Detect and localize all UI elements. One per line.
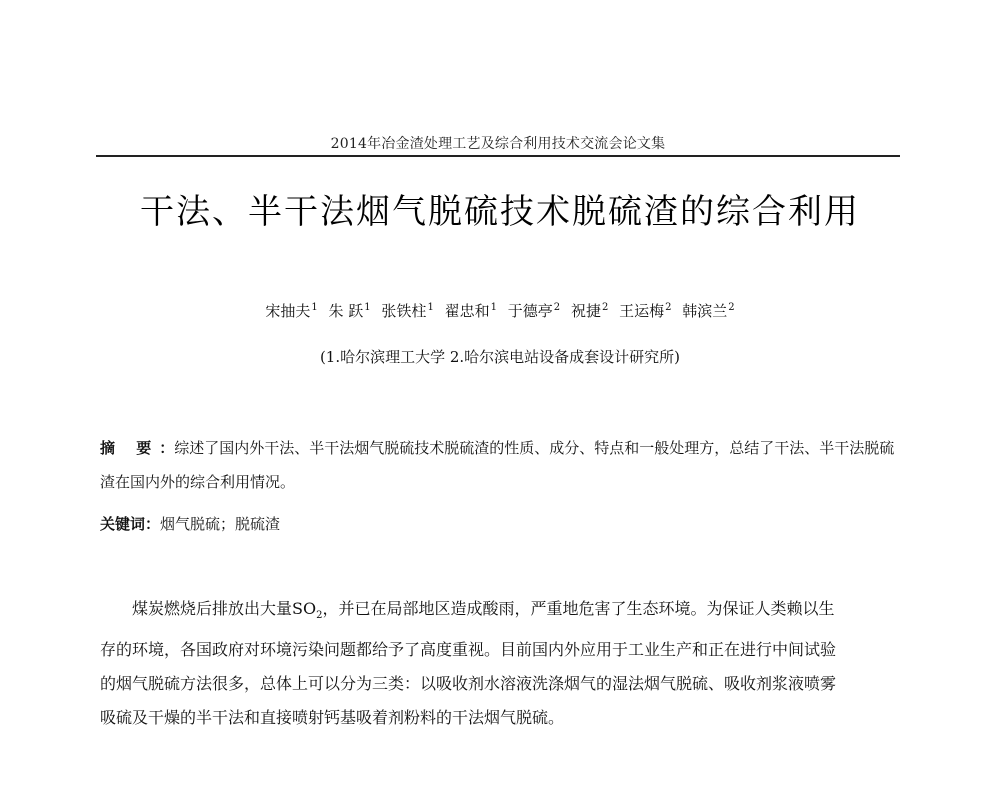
author-name: 王运梅 <box>619 302 665 320</box>
author-affiliation-mark: 1 <box>427 302 434 313</box>
keywords-text: 烟气脱硫；脱硫渣 <box>160 515 281 533</box>
paper-title: 干法、半干法烟气脱硫技术脱硫渣的综合利用 <box>140 192 860 232</box>
author <box>571 302 608 320</box>
abstract <box>100 431 900 499</box>
author-name: 韩滨兰 <box>682 302 728 320</box>
keywords-label: 关键词： <box>100 515 161 533</box>
abstract-label: 摘 要 <box>100 439 160 457</box>
author-name: 祝捷 <box>570 302 601 320</box>
author-name: 张铁柱 <box>381 302 427 320</box>
author-affiliation-mark: 2 <box>665 302 672 313</box>
author <box>682 302 734 320</box>
keywords <box>100 513 900 534</box>
author-affiliation-mark: 1 <box>364 302 371 313</box>
affiliations: (1.哈尔滨理工大学 2.哈尔滨电站设备成套设计研究所) <box>319 348 681 366</box>
author <box>328 302 370 320</box>
author-name: 翟忠和 <box>444 302 490 320</box>
abstract-text: 综述了国内外干法、半干法烟气脱硫技术脱硫渣的性质、成分、特点和一般处理方，总结了干法、半干法脱硫渣在国内外的综合利用情况。 <box>100 439 895 491</box>
abstract-label-colon: ： <box>159 439 175 457</box>
body-text: 煤炭燃烧后排放出大量SO <box>132 599 317 618</box>
author <box>508 302 560 320</box>
author-affiliation-mark: 2 <box>728 302 735 313</box>
subscript: 2 <box>316 610 323 622</box>
author-name: 宋抽夫 <box>265 302 311 320</box>
author <box>265 302 317 320</box>
body-text: ，并已在局部地区造成酸雨，严重地危害了生态环境。为保证人类赖以生 <box>322 599 835 618</box>
author-list <box>120 300 880 321</box>
body-line: 的烟气脱硫方法很多，总体上可以分为三类：以吸收剂水溶液洗涤烟气的湿法烟气脱硫、吸收剂浆液喷雾 <box>100 674 837 694</box>
running-header <box>96 133 900 159</box>
author-affiliation-mark: 2 <box>601 302 609 313</box>
author <box>381 302 433 320</box>
author <box>445 302 497 320</box>
author-name: 朱 跃 <box>328 302 364 320</box>
proceedings-title: 2014年冶金渣处理工艺及综合利用技术交流会论文集 <box>330 136 666 152</box>
author <box>619 302 671 320</box>
body-line: 存的环境，各国政府对环境污染问题都给予了高度重视。目前国内外应用于工业生产和正在进行中间试验 <box>100 640 837 660</box>
body-line <box>100 592 900 633</box>
body-paragraph <box>100 592 900 735</box>
header-rule <box>96 155 900 157</box>
author-name: 于德亭 <box>507 302 553 320</box>
author-affiliation-mark: 1 <box>311 302 318 313</box>
author-affiliation-mark: 2 <box>553 302 561 313</box>
author-affiliation-mark: 1 <box>490 302 497 313</box>
body-line: 吸硫及干燥的半干法和直接喷射钙基吸着剂粉料的干法烟气脱硫。 <box>100 708 565 728</box>
